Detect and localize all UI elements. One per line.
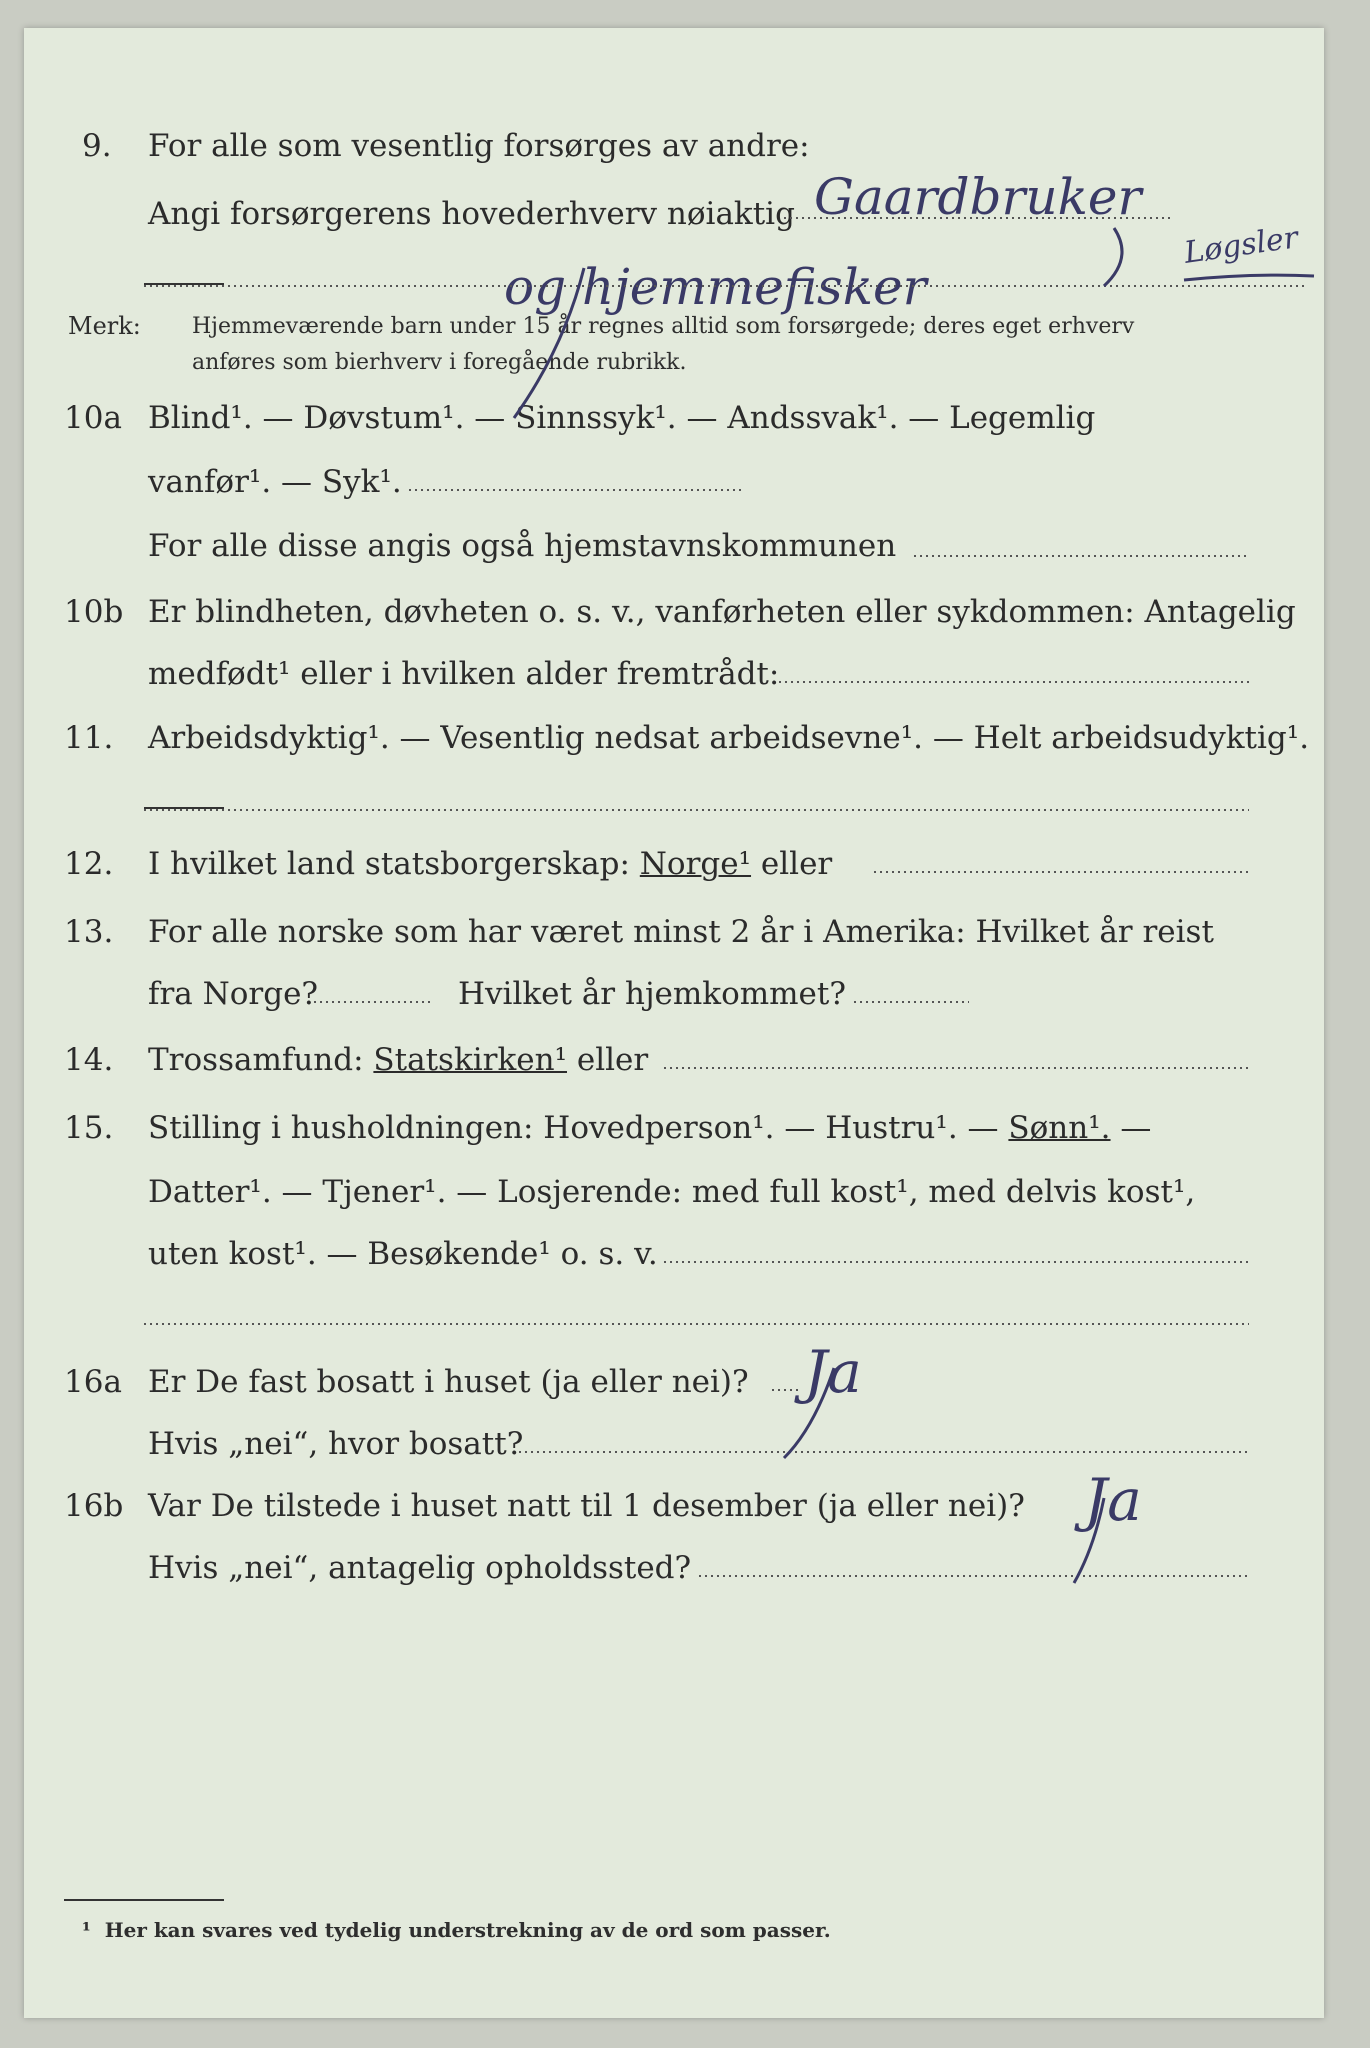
q10b-number: 10b bbox=[64, 594, 124, 630]
q10b-line2: medfødt¹ eller i hvilken alder fremtrådt: bbox=[148, 656, 780, 692]
q10a-line2: vanfør¹. — Syk¹. bbox=[148, 464, 402, 500]
q14-statskirken-underlined: Statskirken¹ bbox=[373, 1042, 567, 1078]
q11-number: 11. bbox=[64, 720, 114, 756]
form-lines bbox=[24, 28, 1324, 2018]
q15-line2: Datter¹. — Tjener¹. — Losjerende: med full kost¹, med delvis kost¹, bbox=[148, 1174, 1196, 1210]
q9-line2: Angi forsørgerens hovederhverv nøiaktig bbox=[148, 196, 795, 232]
q9-number: 9. bbox=[82, 128, 112, 164]
q9-handwritten-answer-3: Løgsler bbox=[1182, 220, 1301, 271]
footnote-text: Her kan svares ved tydelig understrekning av de ord som passer. bbox=[104, 1918, 831, 1942]
q15-number: 15. bbox=[64, 1110, 114, 1146]
q12-number: 12. bbox=[64, 846, 114, 882]
q16a-line2: Hvis „nei“, hvor bosatt? bbox=[148, 1426, 524, 1462]
footnote-mark: ¹ bbox=[82, 1918, 91, 1942]
q14-question: Trossamfund: bbox=[148, 1042, 364, 1078]
q11-line1: Arbeidsdyktig¹. — Vesentlig nedsat arbeidsevne¹. — Helt arbeidsudyktig¹. bbox=[148, 720, 1310, 756]
q16b-line2: Hvis „nei“, antagelig opholdssted? bbox=[148, 1550, 692, 1586]
q9-handwritten-answer-2: og hjemmefisker bbox=[504, 258, 927, 316]
q16a-ja-stroke bbox=[784, 1368, 834, 1458]
q12-eller: eller bbox=[760, 846, 833, 882]
q10b-line1: Er blindheten, døvheten o. s. v., vanførheten eller sykdommen: Antagelig bbox=[148, 594, 1296, 630]
q10a-number: 10a bbox=[64, 400, 122, 436]
q16a-line1: Er De fast bosatt i huset (ja eller nei)? bbox=[148, 1364, 749, 1400]
q14-eller: eller bbox=[576, 1042, 649, 1078]
merk-line2: anføres som bierhverv i foregående rubrikk. bbox=[192, 350, 687, 375]
q14-number: 14. bbox=[64, 1042, 114, 1078]
q16b-line1: Var De tilstede i huset natt til 1 desember (ja eller nei)? bbox=[148, 1488, 1025, 1524]
q15-line1: Stilling i husholdningen: Hovedperson¹. — Hustru¹. — Sønn¹. — bbox=[148, 1110, 1152, 1146]
q12-norge-underlined: Norge¹ bbox=[639, 846, 752, 882]
merk-label: Merk: bbox=[68, 312, 141, 340]
q13-line2a: fra Norge? bbox=[148, 976, 319, 1012]
q9-handwriting-stroke bbox=[514, 268, 584, 418]
q16b-number: 16b bbox=[64, 1488, 124, 1524]
q9-handwritten-answer-1: Gaardbruker bbox=[814, 168, 1142, 226]
q15-sonn-underlined: Sønn¹. bbox=[1008, 1110, 1111, 1146]
q16b-handwritten-answer: Ja bbox=[1084, 1466, 1142, 1534]
q10a-line3: For alle disse angis også hjemstavnskommunen bbox=[148, 528, 897, 564]
q10a-line1: Blind¹. — Døvstum¹. — Sinnssyk¹. — Andssvak¹. — Legemlig bbox=[148, 400, 1096, 436]
q9-bracket-stroke bbox=[1104, 228, 1122, 286]
merk-line1: Hjemmeværende barn under 15 år regnes alltid som forsørgede; deres eget erhverv bbox=[192, 314, 1135, 339]
q16a-number: 16a bbox=[64, 1364, 122, 1400]
q16a-handwritten-answer: Ja bbox=[804, 1338, 862, 1406]
q13-number: 13. bbox=[64, 914, 114, 950]
q9-tail-stroke bbox=[1184, 275, 1314, 280]
census-form-page bbox=[24, 28, 1324, 2018]
q13-line2b: Hvilket år hjemkommet? bbox=[458, 976, 846, 1012]
q16b-ja-stroke bbox=[1074, 1498, 1104, 1583]
q15-line3: uten kost¹. — Besøkende¹ o. s. v. bbox=[148, 1236, 658, 1272]
q9-line1: For alle som vesentlig forsørges av andre: bbox=[148, 128, 810, 164]
q12-question: I hvilket land statsborgerskap: bbox=[148, 846, 630, 882]
q13-line1: For alle norske som har været minst 2 år i Amerika: Hvilket år reist bbox=[148, 914, 1214, 950]
